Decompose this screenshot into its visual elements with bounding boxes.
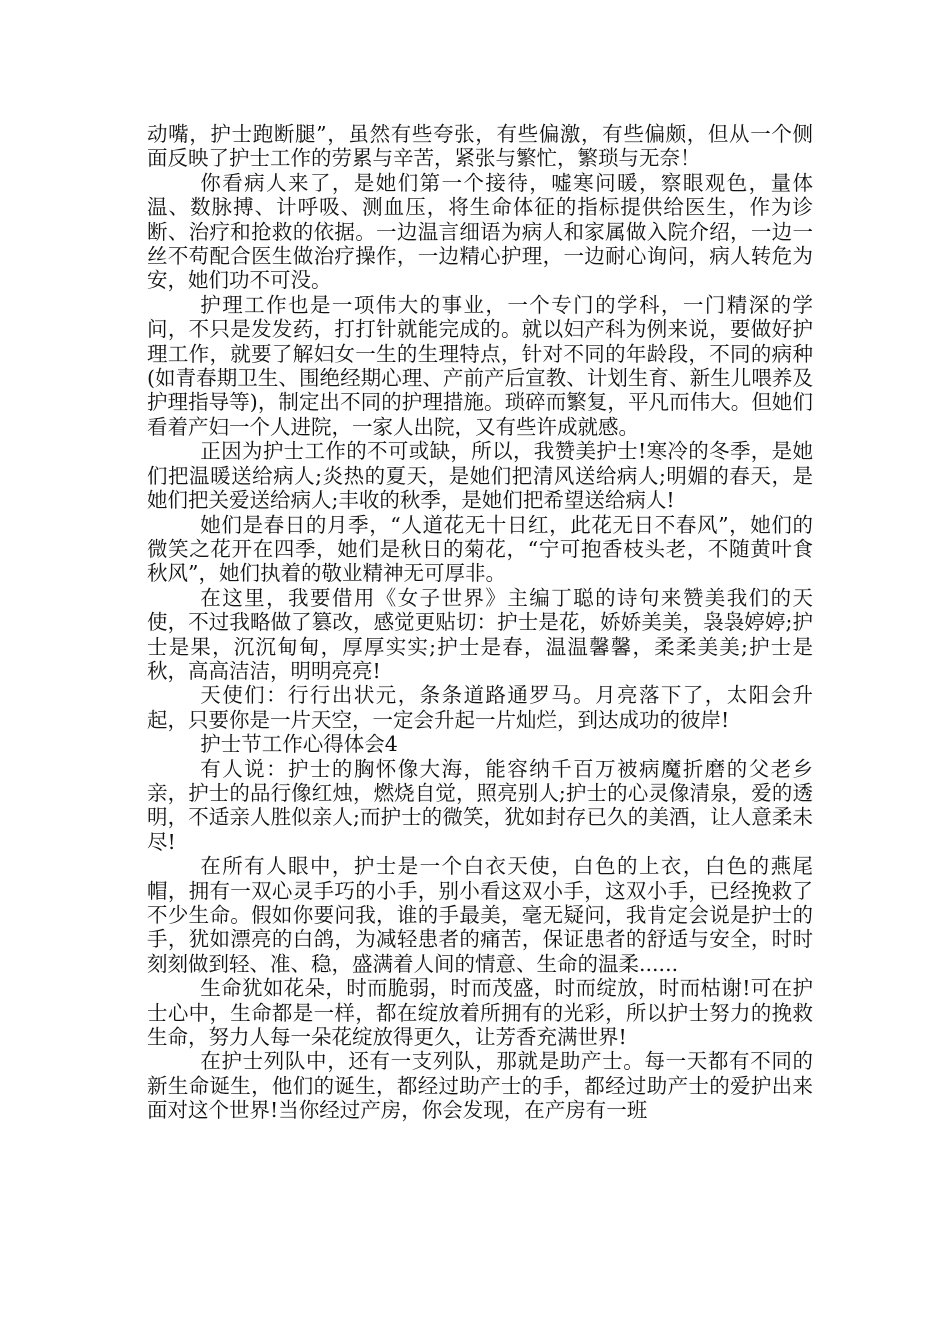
paragraph-someone-said: 有人说：护士的胸怀像大海，能容纳千百万被病魔折磨的父老乡亲，护士的品行像红烛，燃烧自觉，照亮别人;护士的心灵像清泉，爱的透明，不适亲人胜似亲人;而护士的微笑，犹如封存已久的美酒，让人意柔未尽!: [147, 756, 813, 854]
paragraph-white-angel: 在所有人眼中，护士是一个白衣天使，白色的上衣，白色的燕尾帽，拥有一双心灵手巧的小手，别小看这双小手，这双小手，已经挽救了不少生命。假如你要问我，谁的手最美，毫无疑问，我肯定会说是护士的手，犹如漂亮的白鸽，为减轻患者的痛苦，保证患者的舒适与安全，时时刻刻做到轻、准、稳，盛满着人间的情意、生命的温柔......: [147, 854, 813, 976]
paragraph-angels: 天使们：行行出状元，条条道路通罗马。月亮落下了，太阳会升起，只要你是一片天空，一定会升起一片灿烂，到达成功的彼岸!: [147, 683, 813, 732]
paragraph-nursing-career: 护理工作也是一项伟大的事业，一个专门的学科，一门精深的学问，不只是发发药，打打针就能完成的。就以妇产科为例来说，要做好护理工作，就要了解妇女一生的生理特点，针对不同的年龄段，不同的病种(如青春期卫生、围绝经期心理、产前产后宣教、计划生育、新生儿喂养及护理指导等)，制定出不同的护理措施。琐碎而繁复，平凡而伟大。但她们看着产妇一个人进院，一家人出院，又有些许成就感。: [147, 292, 813, 439]
section-heading: 护士节工作心得体会4: [200, 732, 398, 757]
paragraph-patient-reception: 你看病人来了，是她们第一个接待，嘘寒问暖，察眼观色，量体温、数脉搏、计呼吸、测血压，将生命体征的指标提供给医生，作为诊断、治疗和抢救的依据。一边温言细语为病人和家属做入院介绍，一边一丝不苟配合医生做治疗操作，一边精心护理，一边耐心询问，病人转危为安，她们功不可没。: [147, 170, 813, 293]
paragraph-praise-nurses: 正因为护士工作的不可或缺，所以，我赞美护士!寒冷的冬季，是她们把温暖送给病人;炎热的夏天，是她们把清风送给病人;明媚的春天，是她们把关爱送给病人;丰收的秋季，是她们把希望送给病人!: [147, 439, 813, 513]
paragraph-flowers: 她们是春日的月季，“人道花无十日红，此花无日不春风”，她们的微笑之花开在四季，她们是秋日的菊花，“宁可抱香枝头老，不随黄叶食秋风”，她们执着的敬业精神无可厚非。: [147, 512, 813, 586]
paragraph-midwives: 在护士列队中，还有一支列队，那就是助产士。每一天都有不同的新生命诞生，他们的诞生，都经过助产士的手，都经过助产士的爱护出来面对这个世界!当你经过产房，你会发现，在产房有一班: [147, 1049, 813, 1123]
document-body: [147, 122, 813, 1123]
paragraph-poem-quote: 在这里，我要借用《女子世界》主编丁聪的诗句来赞美我们的天使，不过我略做了篡改，感觉更贴切：护士是花，娇娇美美，袅袅婷婷;护士是果，沉沉甸甸，厚厚实实;护士是春，温温馨馨，柔柔美美;护士是秋，高高洁洁，明明亮亮!: [147, 585, 813, 683]
paragraph-life-flower: 生命犹如花朵，时而脆弱，时而茂盛，时而绽放，时而枯谢!可在护士心中，生命都是一样，都在绽放着所拥有的光彩，所以护士努力的挽救生命，努力人每一朵花绽放得更久，让芳香充满世界!: [147, 976, 813, 1050]
paragraph-continuation: 动嘴，护士跑断腿”，虽然有些夸张，有些偏激，有些偏颇，但从一个侧面反映了护士工作的劳累与辛苦，紧张与繁忙，繁琐与无奈！: [147, 122, 813, 171]
